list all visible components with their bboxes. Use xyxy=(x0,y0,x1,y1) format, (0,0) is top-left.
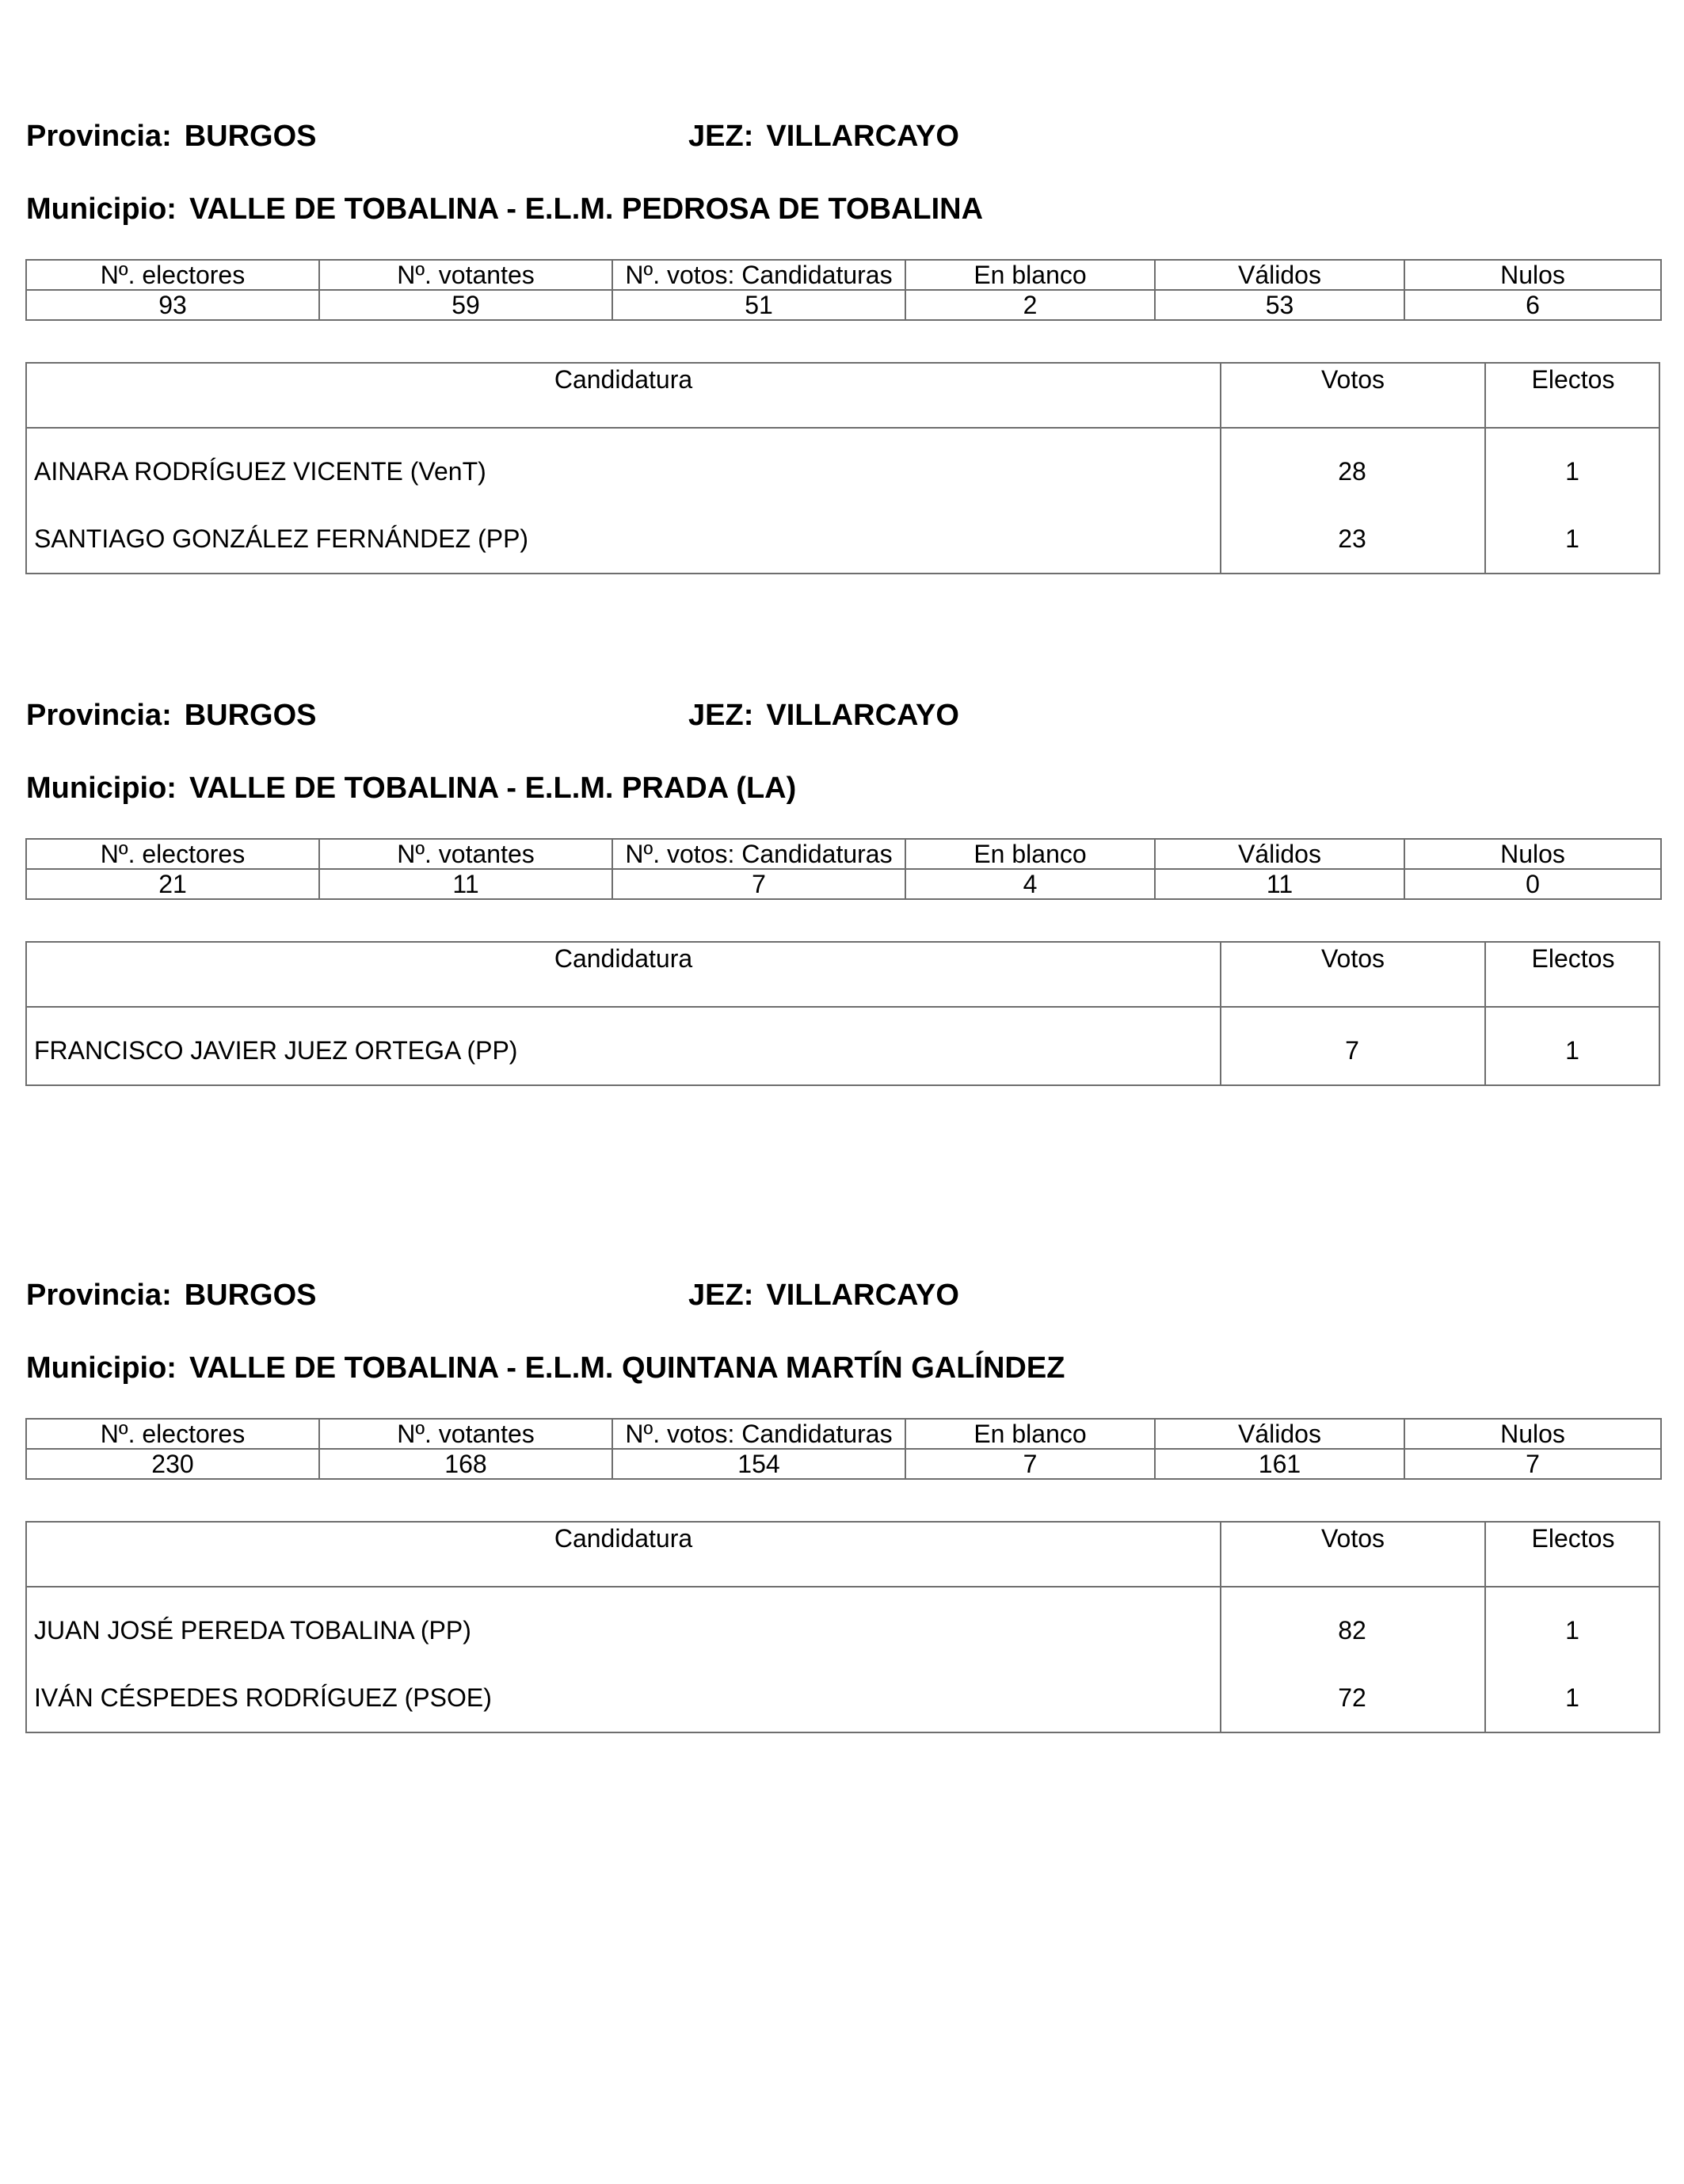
candidate-electos: 1 xyxy=(1565,524,1579,553)
candidate-votos: 72 xyxy=(1338,1683,1366,1712)
candidate-row xyxy=(27,435,1659,502)
stats-header-cell: En blanco xyxy=(905,1419,1155,1449)
candidate-name: AINARA RODRÍGUEZ VICENTE (VenT) xyxy=(34,457,486,486)
candidate-name: JUAN JOSÉ PEREDA TOBALINA (PP) xyxy=(34,1616,471,1645)
candidates-header-row xyxy=(27,943,1659,1008)
stats-value-cell: 11 xyxy=(1155,869,1404,899)
stats-value-cell: 7 xyxy=(612,869,905,899)
stats-value-cell: 168 xyxy=(319,1449,612,1479)
stats-value-cell: 161 xyxy=(1155,1449,1404,1479)
candidates-header-row xyxy=(27,364,1659,429)
candidate-row xyxy=(27,1014,1659,1081)
stats-table xyxy=(25,1418,1662,1480)
candidates-table xyxy=(25,941,1660,1086)
candidate-row xyxy=(27,1661,1659,1729)
candidates-header-row xyxy=(27,1523,1659,1587)
candidatura-header: Candidatura xyxy=(554,365,693,394)
votos-header: Votos xyxy=(1220,364,1484,427)
stats-header-cell: En blanco xyxy=(905,839,1155,869)
candidatura-header: Candidatura xyxy=(554,1524,693,1553)
stats-header-cell: Nº. votantes xyxy=(319,839,612,869)
results-section-2 xyxy=(0,579,1684,1149)
stats-value-row xyxy=(26,290,1661,320)
stats-header-cell: Nº. electores xyxy=(26,260,319,290)
stats-value-cell: 93 xyxy=(26,290,319,320)
candidate-votos: 28 xyxy=(1338,457,1366,486)
candidate-electos: 1 xyxy=(1565,1683,1579,1712)
stats-table xyxy=(25,259,1662,321)
provincia-heading: Provincia: BURGOS xyxy=(26,1279,317,1312)
candidate-electos: 1 xyxy=(1565,457,1579,486)
stats-value-cell: 154 xyxy=(612,1449,905,1479)
stats-header-cell: Nulos xyxy=(1404,839,1661,869)
stats-value-row xyxy=(26,869,1661,899)
stats-value-cell: 4 xyxy=(905,869,1155,899)
stats-header-cell: Nº. electores xyxy=(26,839,319,869)
candidate-electos: 1 xyxy=(1565,1036,1579,1065)
stats-header-row xyxy=(26,1419,1661,1449)
provincia-heading: Provincia: BURGOS xyxy=(26,120,317,153)
candidates-table xyxy=(25,362,1660,574)
stats-table xyxy=(25,838,1662,900)
candidate-name: SANTIAGO GONZÁLEZ FERNÁNDEZ (PP) xyxy=(34,524,529,553)
stats-value-cell: 53 xyxy=(1155,290,1404,320)
candidatura-header: Candidatura xyxy=(554,944,693,973)
votos-header: Votos xyxy=(1220,943,1484,1006)
stats-value-cell: 7 xyxy=(905,1449,1155,1479)
results-section-1 xyxy=(0,0,1684,570)
stats-header-row xyxy=(26,260,1661,290)
candidate-row xyxy=(27,502,1659,570)
candidate-name: IVÁN CÉSPEDES RODRÍGUEZ (PSOE) xyxy=(34,1683,492,1712)
stats-value-cell: 59 xyxy=(319,290,612,320)
provincia-heading: Provincia: BURGOS xyxy=(26,699,317,732)
stats-header-cell: Válidos xyxy=(1155,1419,1404,1449)
municipio-heading: Municipio: VALLE DE TOBALINA - E.L.M. PRADA (LA) xyxy=(26,772,797,805)
stats-header-cell: En blanco xyxy=(905,260,1155,290)
candidate-votos: 7 xyxy=(1345,1036,1359,1065)
stats-value-cell: 51 xyxy=(612,290,905,320)
stats-header-cell: Válidos xyxy=(1155,839,1404,869)
stats-header-cell: Válidos xyxy=(1155,260,1404,290)
candidate-row xyxy=(27,1594,1659,1661)
candidate-name: FRANCISCO JAVIER JUEZ ORTEGA (PP) xyxy=(34,1036,518,1065)
stats-value-row xyxy=(26,1449,1661,1479)
stats-value-cell: 11 xyxy=(319,869,612,899)
jez-heading: JEZ: VILLARCAYO xyxy=(688,1279,959,1312)
stats-header-cell: Nº. electores xyxy=(26,1419,319,1449)
stats-value-cell: 6 xyxy=(1404,290,1661,320)
candidates-table xyxy=(25,1521,1660,1733)
stats-header-cell: Nulos xyxy=(1404,1419,1661,1449)
stats-value-cell: 0 xyxy=(1404,869,1661,899)
electos-header: Electos xyxy=(1484,364,1660,427)
stats-value-cell: 21 xyxy=(26,869,319,899)
votos-header: Votos xyxy=(1220,1523,1484,1586)
stats-header-cell: Nº. votos: Candidaturas xyxy=(612,1419,905,1449)
jez-heading: JEZ: VILLARCAYO xyxy=(688,120,959,153)
candidate-electos: 1 xyxy=(1565,1616,1579,1645)
stats-header-cell: Nulos xyxy=(1404,260,1661,290)
candidate-votos: 23 xyxy=(1338,524,1366,553)
electos-header: Electos xyxy=(1484,943,1660,1006)
stats-header-cell: Nº. votantes xyxy=(319,1419,612,1449)
stats-value-cell: 2 xyxy=(905,290,1155,320)
stats-value-cell: 230 xyxy=(26,1449,319,1479)
stats-header-cell: Nº. votos: Candidaturas xyxy=(612,260,905,290)
candidate-votos: 82 xyxy=(1338,1616,1366,1645)
stats-header-cell: Nº. votos: Candidaturas xyxy=(612,839,905,869)
municipio-heading: Municipio: VALLE DE TOBALINA - E.L.M. PEDROSA DE TOBALINA xyxy=(26,192,984,226)
electos-header: Electos xyxy=(1484,1523,1660,1586)
stats-header-cell: Nº. votantes xyxy=(319,260,612,290)
results-section-3 xyxy=(0,1159,1684,1729)
stats-header-row xyxy=(26,839,1661,869)
stats-value-cell: 7 xyxy=(1404,1449,1661,1479)
municipio-heading: Municipio: VALLE DE TOBALINA - E.L.M. QUINTANA MARTÍN GALÍNDEZ xyxy=(26,1351,1065,1385)
jez-heading: JEZ: VILLARCAYO xyxy=(688,699,959,732)
